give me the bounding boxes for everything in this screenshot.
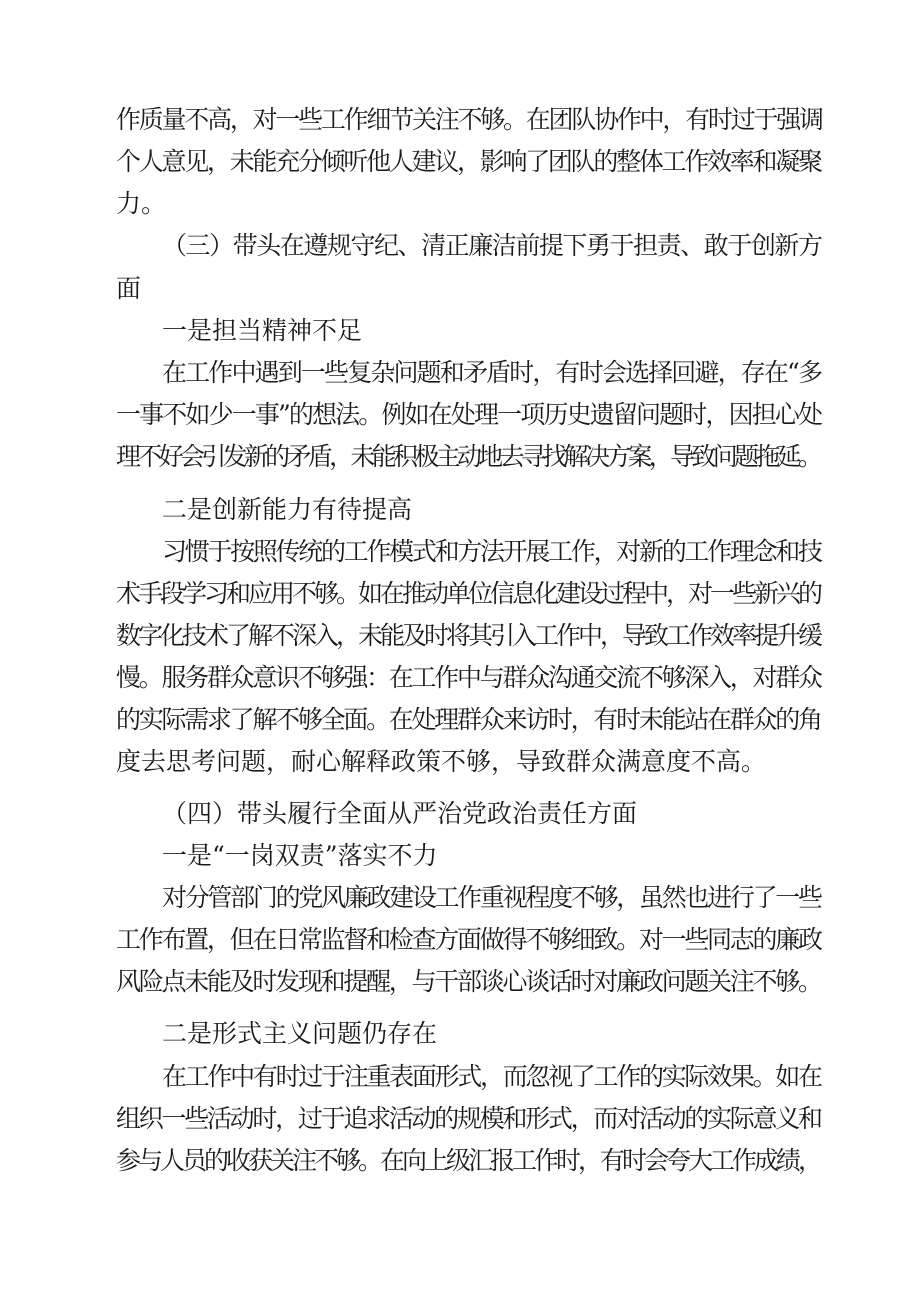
subheading: 一是担当精神不足 [162, 316, 363, 345]
text-line: 术手段学习和应用不够。如在推动单位信息化建设过程中，对一些新兴的 [116, 579, 820, 608]
text-line: 的实际需求了解不够全面。在处理群众来访时，有时未能站在群众的角 [116, 705, 821, 734]
text-line: 对分管部门的党风廉政建设工作重视程度不够，虽然也进行了一些 [162, 883, 821, 912]
section-heading: （四）带头履行全面从严治党政治责任方面 [162, 799, 638, 828]
text-line: 工作布置，但在日常监督和检查方面做得不够细致。对一些同志的廉政 [116, 925, 821, 954]
text-line: 度去思考问题，耐心解释政策不够，导致群众满意度不高。 [116, 747, 767, 776]
section-heading: （三）带头在遵规守纪、清正廉洁前提下勇于担责、敢于创新方 [162, 231, 822, 260]
text-line: 作质量不高，对一些工作细节关注不够。在团队协作中，有时过于强调 [116, 105, 822, 134]
text-line: 在工作中遇到一些复杂问题和矛盾时，有时会选择回避，存在“多 [162, 358, 822, 387]
subheading: 一是“一岗双责”落实不力 [162, 841, 438, 870]
text-line: 理不好会引发新的矛盾，未能积极主动地去寻找解决方案，导致问题拖延。 [116, 442, 820, 471]
subheading: 二是创新能力有待提高 [162, 495, 413, 524]
text-line: 习惯于按照传统的工作模式和方法开展工作，对新的工作理念和技 [162, 537, 821, 566]
subheading: 二是形式主义问题仍存在 [162, 1019, 438, 1048]
text-line: 力。 [116, 189, 167, 218]
text-line: 慢。服务群众意识不够强：在工作中与群众沟通交流不够深入，对群众 [116, 663, 821, 692]
text-line: 在工作中有时过于注重表面形式，而忽视了工作的实际效果。如在 [162, 1062, 821, 1091]
text-line: 个人意见，未能充分倾听他人建议，影响了团队的整体工作效率和凝聚 [116, 147, 821, 176]
text-line: 数字化技术了解不深入，未能及时将其引入工作中，导致工作效率提升缓 [116, 621, 820, 650]
text-line: 参与人员的收获关注不够。在向上级汇报工作时，有时会夸大工作成绩， [116, 1146, 820, 1175]
text-line: 组织一些活动时，过于追求活动的规模和形式，而对活动的实际意义和 [116, 1104, 821, 1133]
section-heading: 面 [116, 274, 142, 303]
text-line: 一事不如少一事”的想法。例如在处理一项历史遗留问题时，因担心处 [116, 400, 822, 429]
text-line: 风险点未能及时发现和提醒，与干部谈心谈话时对廉政问题关注不够。 [116, 967, 821, 996]
